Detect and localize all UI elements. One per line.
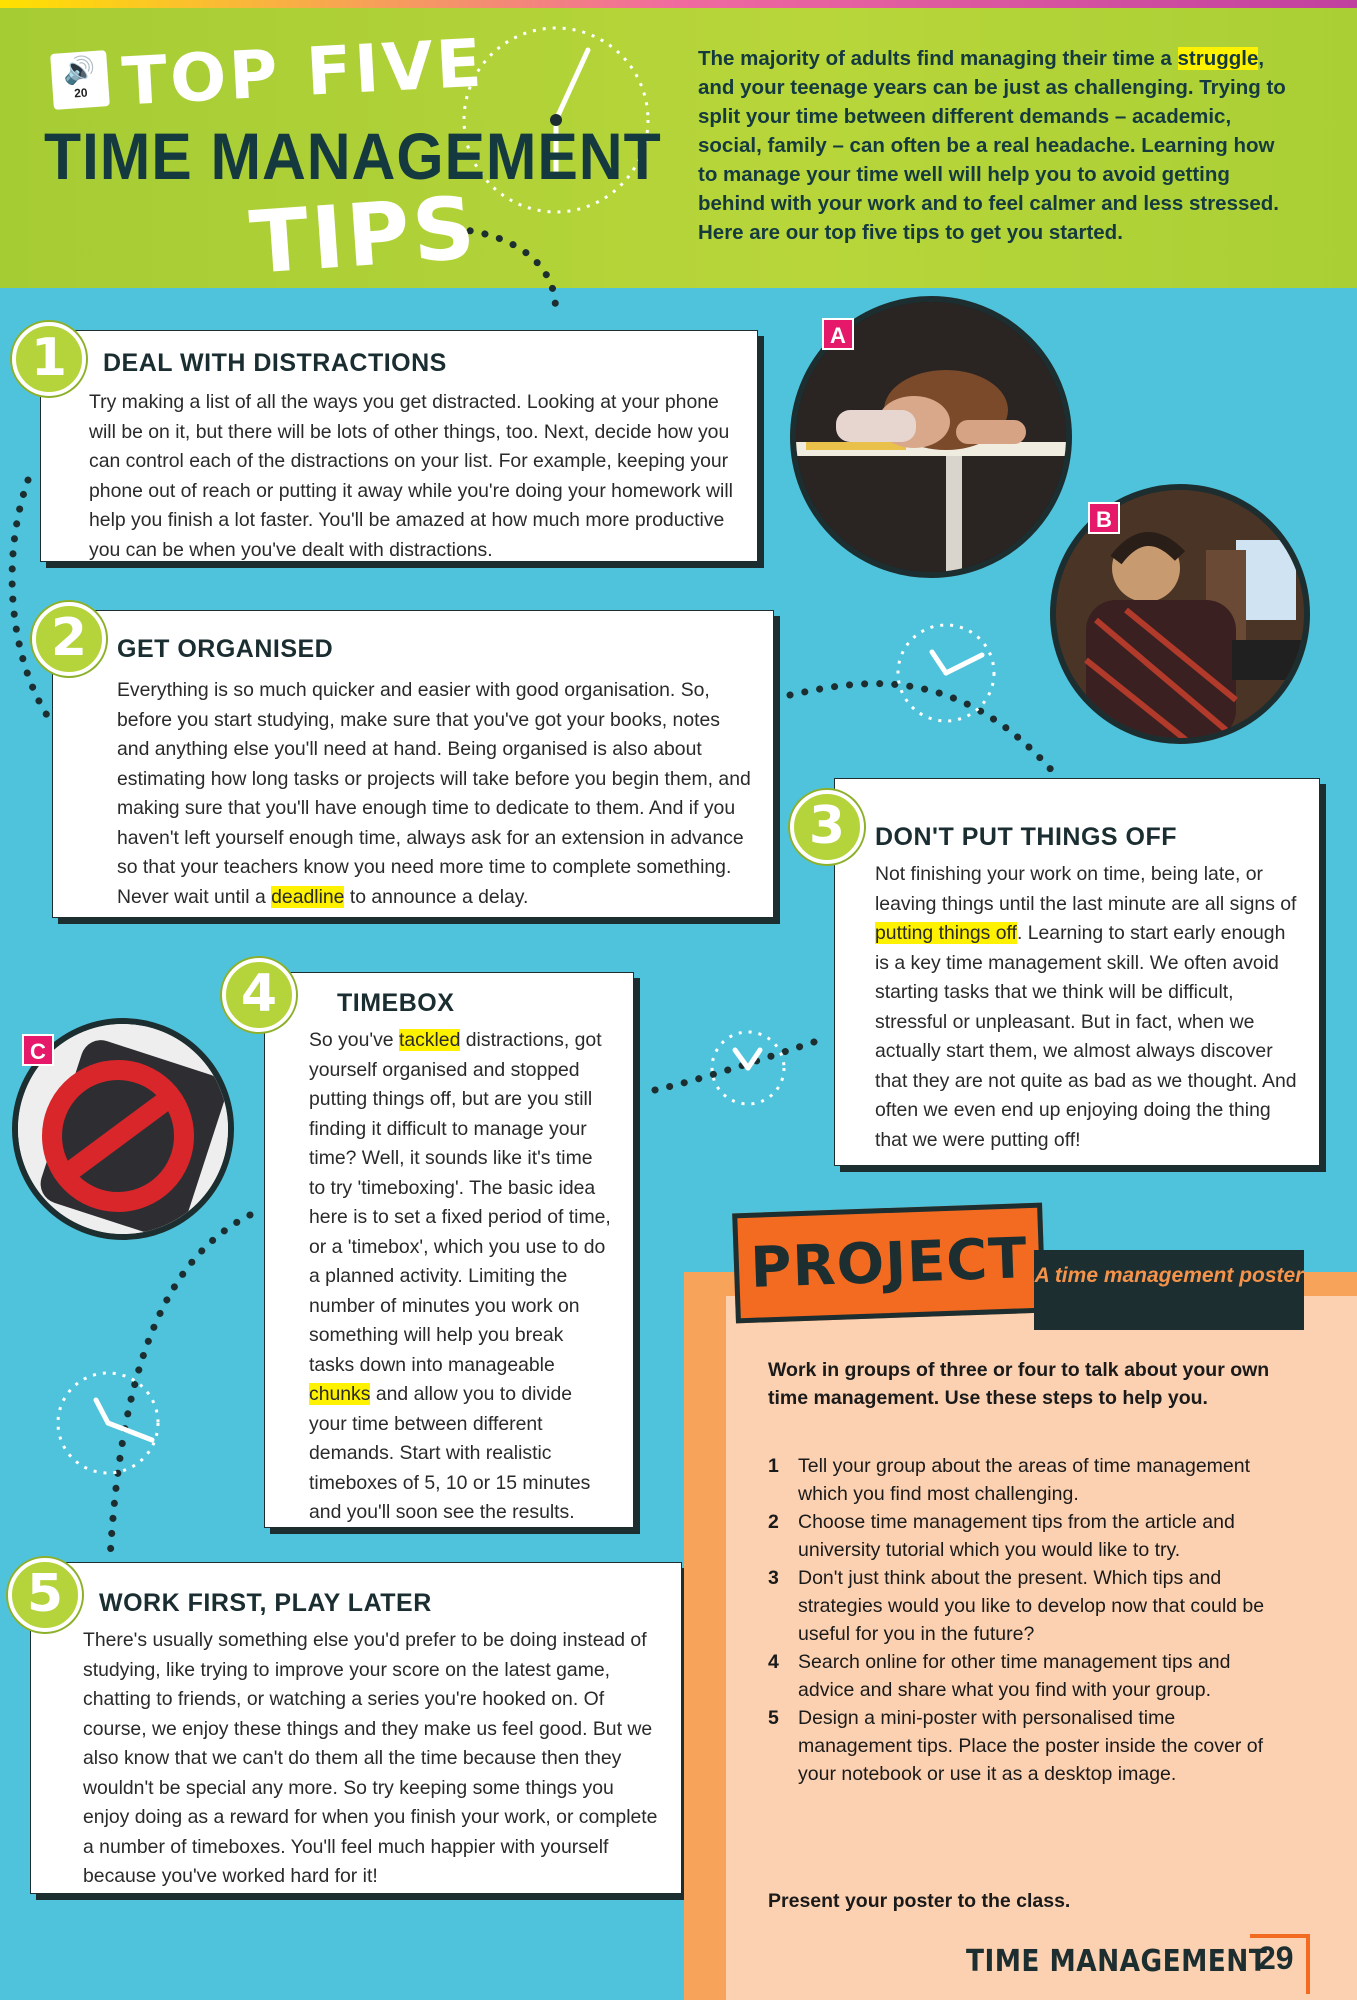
project-intro: Work in groups of three or four to talk about your own time management. Use these steps to help you.	[768, 1359, 1270, 1409]
photo-label-a: A	[822, 318, 854, 350]
dotted-path-middle	[655, 1040, 820, 1090]
tip-2-body: Everything is so much quicker and easier with good organisation. So, before you start studying, make sure that you've got your books, notes and anything else you'll need at hand. Being organised is also about estimating how long tasks or projects will take before you begin them, and making sure that you'll have enough time to dedicate to them. And if you haven't left yourself enough time, always ask for an extension in advance so that your teachers know you need more time to complete something. Never wait until a deadline to announce a delay.	[117, 679, 751, 908]
tip-5-title: WORK FIRST, PLAY LATER	[99, 1589, 432, 1617]
tip-card-5	[30, 1562, 682, 1894]
project-step: 1 Tell your group about the areas of time management which you find most challenging.	[768, 1455, 1251, 1505]
tip-card-1	[40, 330, 758, 562]
project-step: 3 Don't just think about the present. Which tips and strategies would you like to develop now that could be useful for you in the future?	[768, 1567, 1265, 1645]
footer-section-label: TIME MANAGEMENT	[966, 1944, 1268, 1979]
tip-5-body: There's usually something else you'd prefer to be doing instead of studying, like trying to improve your score on the latest game, chatting to friends, or watching a series you're hooked on. Of course, we enjoy these things and they make us feel good. But we also know that we can't do them all the time because then they wouldn't be special any more. So try keeping some things you enjoy doing as a reward for when you finish your work, or complete a number of timeboxes. You'll feel much happier with yourself because you've worked hard for it!	[83, 1629, 658, 1887]
project-label-tab	[732, 1203, 1046, 1324]
tip-3-title: DON'T PUT THINGS OFF	[875, 823, 1178, 851]
project-step: 4 Search online for other time management tips and advice and share what you find with your group.	[768, 1651, 1231, 1701]
tip-1-badge: 1	[12, 322, 86, 396]
project-step: 2 Choose time management tips from the article and university tutorial which you would like to try.	[768, 1511, 1235, 1561]
highlight-chunks: chunks	[309, 1383, 371, 1405]
tip-card-4	[264, 972, 634, 1528]
highlight-deadline: deadline	[271, 885, 345, 908]
title-line-2: TIME MANAGEMENT	[44, 119, 662, 193]
highlight-putting-things-off: putting things off	[875, 922, 1017, 944]
tip-4-body: So you've tackled distractions, got yourself organised and stopped putting things off, but are you still finding it difficult to manage your time? Well, it sounds like it's time to try 'timeboxing'. The basic idea here is to set a fixed period of time, or a 'timebox', which you use to do a planned activity. Limiting the number of minutes you work on something will help you break tasks down into manageable chunks and allow you to divide your time between different demands. Start with realistic timeboxes of 5, 10 or 15 minutes and you'll soon see the results.	[309, 1029, 611, 1523]
audio-track-button[interactable]	[50, 50, 110, 110]
highlight-struggle: struggle	[1177, 47, 1259, 70]
audio-track-number: 20	[73, 85, 89, 101]
intro-paragraph: The majority of adults find managing their time a struggle, and your teenage years can be just as challenging. Trying to split your time between different demands – academic, social, family – can often be a real headache. Learning how to manage your time well will help you to avoid getting behind with your work and to feel calmer and less stressed. Here are our top five tips to get you started.	[698, 47, 1286, 244]
tip-card-3	[834, 778, 1320, 1166]
page-number: 29	[1258, 1940, 1294, 1976]
project-steps	[768, 1452, 1288, 1788]
tip-2-badge: 2	[32, 602, 106, 676]
speaker-icon: 🔊	[62, 54, 97, 88]
tip-1-title: DEAL WITH DISTRACTIONS	[103, 349, 447, 377]
tip-4-title: TIMEBOX	[337, 989, 455, 1017]
photo-label-b: B	[1088, 502, 1120, 534]
highlight-tackled: tackled	[398, 1029, 461, 1051]
title-line-1: TOP FIVE	[120, 24, 487, 121]
title-line-3: TIPS	[246, 178, 481, 294]
dotted-path-right-1	[790, 684, 1060, 780]
project-step: 5 Design a mini-poster with personalised time management tips. Place the poster inside the cover of your notebook or use it as a desktop image.	[768, 1707, 1264, 1785]
tip-4-badge: 4	[222, 958, 296, 1032]
project-subtitle: A time management poster	[1034, 1250, 1304, 1330]
tip-3-body: Not finishing your work on time, being late, or leaving things until the last minute are all signs of putting things off. Learning to start early enough is a key time management skill. We often avoid starting tasks that we think will be difficult, stressful or unpleasant. But in fact, when we actually start them, we almost always discover that they are not quite as bad as we thought. And often we even end up enjoying doing the thing that we were putting off!	[875, 863, 1297, 1151]
project-outro: Present your poster to the class.	[768, 1890, 1071, 1912]
dotted-path-left-2	[110, 1215, 250, 1560]
photo-label-c: C	[22, 1034, 54, 1066]
clock-hand-long	[556, 50, 588, 120]
tip-1-body: Try making a list of all the ways you get distracted. Looking at your phone will be on it, but there will be lots of other things, too. Next, decide how you can control each of the distractions on your list. For example, keeping your phone out of reach or putting it away while you're doing your homework will help you finish a lot faster. You'll be amazed at how much more productive you can be when you've dealt with distractions.	[89, 391, 733, 561]
tip-5-badge: 5	[8, 1558, 82, 1632]
tip-card-2	[52, 610, 774, 918]
tip-3-badge: 3	[790, 790, 864, 864]
tip-2-title: GET ORGANISED	[117, 635, 334, 663]
project-label: PROJECT	[749, 1226, 1029, 1301]
